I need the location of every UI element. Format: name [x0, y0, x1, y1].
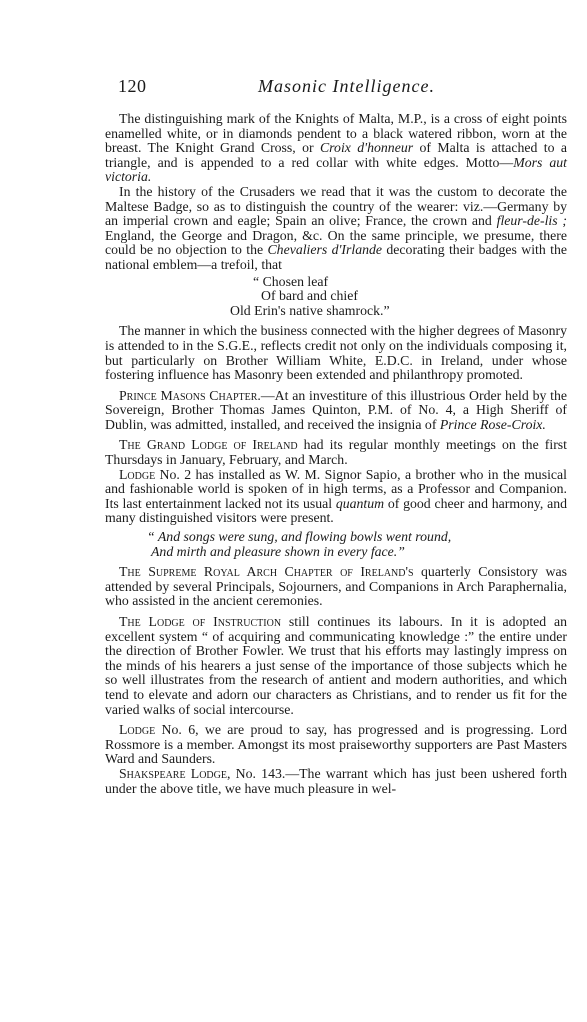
text: The distinguishing mark of the Knights of Malta, M.P., is a cross of eight points enamelled white, or in diamonds pendent to a black watered ribbon, worn at the breast. The Knight Grand Cross, or [105, 111, 567, 156]
text: No. 6, we are proud to say, has progressed and is progressing. Lord Rossmore is a member. Amongst its most praiseworthy supporters are Past Masters Ward and Saunders. [105, 722, 567, 767]
running-title: Masonic Intelligence. [258, 76, 435, 96]
verse-line: “ Chosen leaf [253, 273, 329, 289]
paragraph-higher-degrees [105, 324, 567, 382]
italic-term: Prince Rose-Croix. [439, 416, 546, 432]
text: quarterly Consistory was attended by several Principals, Sojourners, and Companions in Arch Paraphernalia, who assisted in the ancient ceremonies. [105, 564, 567, 609]
verse-line: And mirth and pleasure shown in every face.” [151, 543, 405, 559]
paragraph-crusaders [105, 185, 567, 273]
paragraph-royal-arch [105, 565, 567, 609]
paragraph-shakspeare-lodge [105, 767, 567, 796]
page-header [118, 76, 557, 98]
text: decorating their badges with the national emblem—a trefoil, that [105, 242, 567, 272]
section-heading: Shakspeare Lodge, [119, 765, 231, 781]
text: England, the George and Dragon, &c. On the same principle, we presume, there could be no objection to the [105, 227, 567, 258]
section-heading: Lodge [119, 722, 156, 738]
verse-line: “ And songs were sung, and flowing bowls went round, [147, 529, 452, 545]
text: In the history of the Crusaders we read that it was the custom to decorate the Maltese Badge, so as to distinguish the country of the wearer: viz.—Germany by an imperial crown and eagle; Spain an olive; France, the crown and [105, 183, 567, 229]
verse-line: Old Erin's native shamrock.” [230, 302, 390, 318]
section-heading: The Grand Lodge of Ireland [119, 437, 298, 453]
text: The manner in which the business connected with the higher degrees of Masonry is attended to in the S.G.E., reflects credit not only on the individuals composing it, but particularly on Brother William White, E.D.C. in Ireland, under whose fostering influence has Masonry been extended and philanthropy promoted. [105, 323, 567, 383]
italic-term: Chevaliers d'Irlande [267, 242, 383, 258]
section-heading: Lodge [119, 466, 156, 482]
verse-line: Of bard and chief [261, 288, 358, 304]
section-heading: Prince Masons Chapter. [119, 387, 261, 403]
motto: Mors aut victoria. [105, 154, 567, 185]
paragraph-lodge-6 [105, 723, 567, 767]
text: No. 2 has installed as W. M. Signor Sapio, a brother who in the musical and fashionable world is spoken of in high terms, as a Professor and Companion. Its last entertainment lacked not its usual [105, 466, 567, 511]
text: of good cheer and harmony, and many distinguished visitors were present. [105, 495, 567, 526]
section-heading: The Lodge of Instruction [119, 614, 282, 629]
text: had its regular monthly meetings on the first Thursdays in January, February, and March. [105, 437, 568, 468]
verse-songs [105, 530, 567, 559]
page-body [105, 112, 567, 796]
paragraph-lodge-2 [105, 468, 567, 526]
text: No. 143.—The warrant which has just been ushered forth under the above title, we have much pleasure in wel- [105, 765, 567, 796]
italic-term: fleur-de-lis ; [496, 213, 567, 229]
verse-shamrock [105, 275, 567, 319]
section-heading: The Supreme Royal Arch Chapter of Ireland's [119, 564, 414, 580]
text: —At an investiture of this illustrious Order held by the Sovereign, Brother Thomas James Quinton, P.M. of No. 4, a High Sheriff of Dublin, was admitted, installed, and received the insignia of [105, 387, 568, 432]
italic-term: quantum [335, 495, 385, 511]
text: still continues its labours. In it is adopted an excellent system “ of acquiring and communicating knowledge :” the entire under the direction of Brother Fowler. We trust that his efforts may lastingly impress on the minds of his hearers a just sense of the importance of those subjects which he so well illustrates from the research of antient and modern authorities, and which tend to elevate and adorn our characters as Christians, and to render us fit for the varied walks of social intercourse. [105, 614, 567, 717]
text: of Malta is attached to a triangle, and is appended to a red collar with white edges. Motto— [105, 140, 568, 170]
page-number: 120 [118, 76, 147, 96]
paragraph-knights-of-malta [105, 112, 567, 185]
italic-term: Croix d'honneur [319, 140, 414, 156]
paragraph-prince-masons [105, 389, 567, 433]
paragraph-lodge-of-instruction [105, 615, 567, 717]
paragraph-grand-lodge [105, 438, 567, 467]
